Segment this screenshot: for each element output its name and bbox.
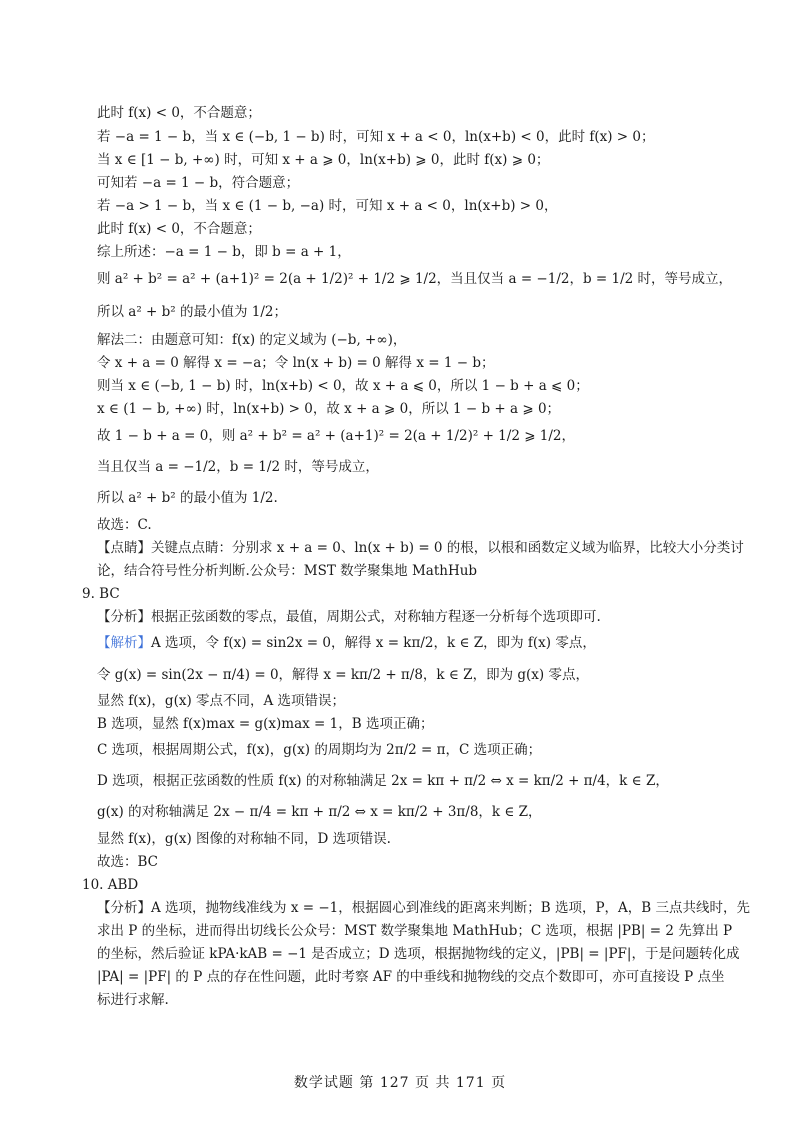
text-line [97,488,278,508]
text-line-content: 故选：BC [97,854,159,870]
text-line [97,103,261,123]
text-line [97,219,261,239]
text-line-content: 当且仅当 a = −1/2，b = 1/2 时，等号成立， [97,459,379,475]
text-line [97,771,669,791]
text-line-content: 综上所述：−a = 1 − b，即 b = a + 1， [97,244,351,260]
text-line [97,330,406,350]
text-line [97,802,542,822]
text-line [97,353,494,373]
text-line [97,173,299,193]
text-line-content: x ∈ (1 − b, +∞) 时，ln(x+b) > 0，故 x + a ⩾ 0，所以 1 − b + a ⩾ 0； [97,401,561,417]
text-line-content: B 选项，显然 f(x)max = g(x)max = 1，B 选项正确； [97,716,434,732]
text-line [97,196,557,216]
text-line-content: 若 −a = 1 − b，当 x ∈ (−b, 1 − b) 时，可知 x + a < 0，ln(x+b) < 0，此时 f(x) > 0； [97,129,655,145]
text-line-content: |PA| = |PF| 的 P 点的存在性问题，此时考察 AF 的中垂线和抛物线的交点个数即可，亦可直接设 P 点坐 [97,969,725,985]
text-line [97,538,744,558]
text-line [97,665,589,685]
text-line-content: 【分析】根据正弦函数的零点，最值，周期公式，对称轴方程逐一分析每个选项即可. [97,609,601,625]
text-line-content: 9. BC [82,586,120,602]
text-line-content: D 选项，根据正弦函数的性质 f(x) 的对称轴满足 2x = kπ + π/2 ⇔ x = kπ/2 + π/4，k ∈ Z， [97,773,669,789]
text-line [97,921,732,941]
text-line [97,399,560,419]
text-line [97,515,152,535]
text-line [97,302,287,322]
text-line-content: A 选项，令 f(x) = sin2x = 0，解得 x = kπ/2，k ∈ Z，即为 f(x) 零点， [151,635,596,651]
page-footer: 数学试题 第 127 页 共 171 页 [293,1075,507,1091]
text-line-content: 显然 f(x)，g(x) 图像的对称轴不同，D 选项错误. [97,831,391,847]
text-line [97,898,750,918]
text-line [97,829,391,849]
text-line-content: 若 −a > 1 − b，当 x ∈ (1 − b, −a) 时，可知 x + a < 0，ln(x+b) > 0， [97,198,558,214]
text-line [82,875,138,895]
text-line-content: 标进行求解. [97,992,169,1008]
text-line-content: 则 a² + b² = a² + (a+1)² = 2(a + 1/2)² + 1/2 ⩾ 1/2，当且仅当 a = −1/2，b = 1/2 时，等号成立， [97,271,733,287]
text-line-content: 10. ABD [82,877,139,893]
analysis-label: 【解析】 [97,635,151,651]
text-line-content: 故 1 − b + a = 0，则 a² + b² = a² + (a+1)² = 2(a + 1/2)² + 1/2 ⩾ 1/2， [97,428,576,444]
text-line [97,944,739,964]
text-line [97,150,549,170]
text-line-content: 解法二：由题意可知：f(x) 的定义域为 (−b, +∞)， [97,332,407,348]
text-line [97,269,732,289]
text-line [97,852,158,872]
text-line-content: 显然 f(x)，g(x) 零点不同，A 选项错误； [97,693,346,709]
text-line [97,457,379,477]
text-line [97,376,589,396]
text-line [97,990,169,1010]
text-line [82,584,120,604]
text-line-content: 【分析】A 选项，抛物线准线为 x = −1，根据圆心到准线的距离来判断；B 选项，P，A，B 三点共线时，先 [97,900,750,916]
text-line [97,127,654,147]
text-line [97,740,541,760]
text-line-content: 可知若 −a = 1 − b，符合题意； [97,175,300,191]
text-line-content: 求出 P 的坐标，进而得出切线长公众号：MST 数学聚集地 MathHub；C 选项，根据 |PB| = 2 先算出 P [97,923,733,939]
text-line [97,967,724,987]
text-line-content: 的坐标，然后验证 kPA·kAB = −1 是否成立；D 选项，根据抛物线的定义，|PB| = |PF|，于是问题转化成 [97,946,740,962]
text-line-content: 此时 f(x) < 0，不合题意； [97,105,261,121]
text-line [97,426,575,446]
text-line-content: C 选项，根据周期公式，f(x)，g(x) 的周期均为 2π/2 = π，C 选项正确； [97,742,542,758]
text-line [97,242,351,262]
text-line-content: 令 x + a = 0 解得 x = −a；令 ln(x + b) = 0 解得 x = 1 − b； [97,355,495,371]
text-line-content: g(x) 的对称轴满足 2x − π/4 = kπ + π/2 ⇔ x = kπ/2 + 3π/8，k ∈ Z， [97,804,542,820]
text-line-content: 当 x ∈ [1 − b, +∞) 时，可知 x + a ⩾ 0，ln(x+b) ⩾ 0，此时 f(x) ⩾ 0； [97,152,550,168]
text-line-content: 【点睛】关键点点睛：分别求 x + a = 0、ln(x + b) = 0 的根，以根和函数定义域为临界，比较大小分类讨 [97,540,744,556]
text-line-content: 论，结合符号性分析判断.公众号：MST 数学聚集地 MathHub [97,563,478,579]
text-line-content: 所以 a² + b² 的最小值为 1/2. [97,490,278,506]
text-line-content: 所以 a² + b² 的最小值为 1/2； [97,304,288,320]
text-line-content: 此时 f(x) < 0，不合题意； [97,221,261,237]
text-line [97,633,596,653]
text-line [97,691,345,711]
text-line-content: 则当 x ∈ (−b, 1 − b) 时，ln(x+b) < 0，故 x + a ⩽ 0，所以 1 − b + a ⩽ 0； [97,378,589,394]
text-line-content: 令 g(x) = sin(2x − π/4) = 0，解得 x = kπ/2 + π/8，k ∈ Z，即为 g(x) 零点， [97,667,589,683]
text-line [97,714,433,734]
text-line [97,607,601,627]
text-line [97,561,477,581]
text-line-content: 故选：C. [97,517,152,533]
